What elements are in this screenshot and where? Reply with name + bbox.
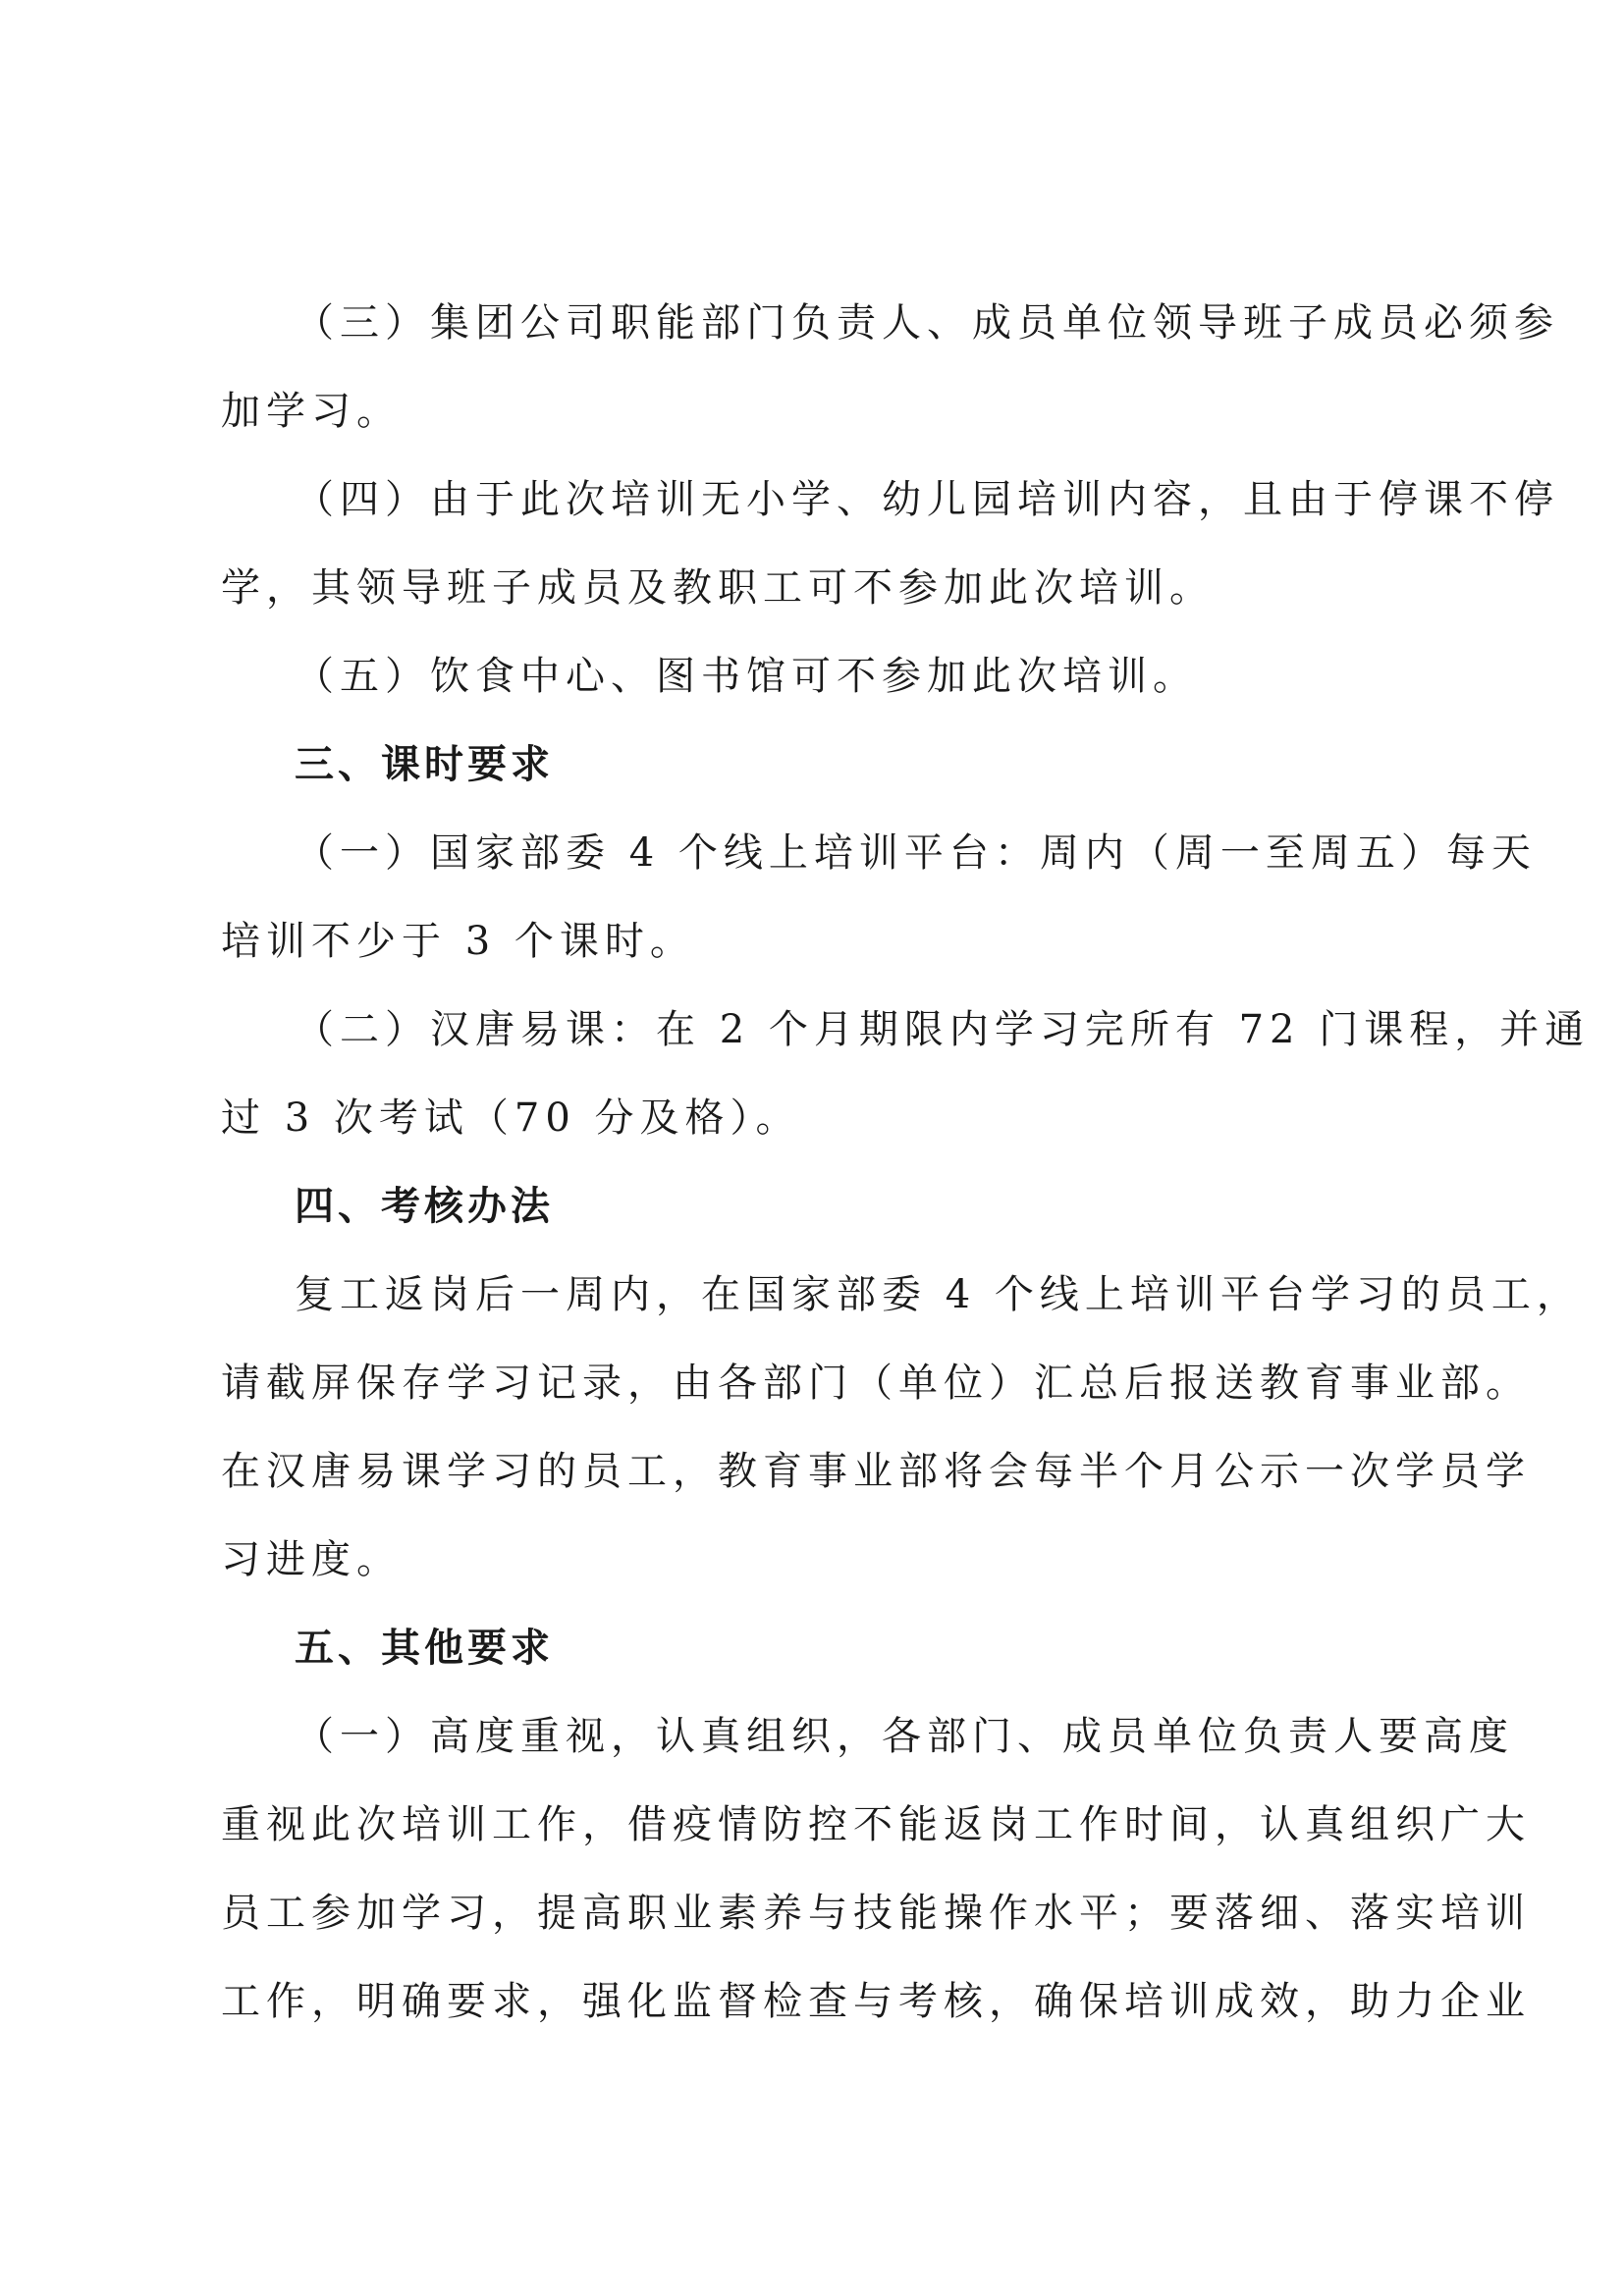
paragraph-line: （二）汉唐易课：在 2 个月期限内学习完所有 72 门课程，并通 [295, 1007, 1591, 1052]
paragraph-line: 工作，明确要求，强化监督检查与考核，确保培训成效，助力企业 [221, 1979, 1531, 2024]
paragraph-line: 请截屏保存学习记录，由各部门（单位）汇总后报送教育事业部。 [221, 1361, 1531, 1406]
paragraph-line: 培训不少于 3 个课时。 [221, 919, 695, 964]
paragraph-line: 加学习。 [221, 389, 402, 434]
paragraph-line: 过 3 次考试（70 分及格）。 [221, 1095, 801, 1141]
paragraph-line: （四）由于此次培训无小学、幼儿园培训内容，且由于停课不停 [295, 477, 1559, 522]
paragraph-line: 重视此次培训工作，借疫情防控不能返岗工作时间，认真组织广大 [221, 1802, 1531, 1847]
paragraph-line: （一）国家部委 4 个线上培训平台：周内（周一至周五）每天 [295, 830, 1537, 876]
paragraph-line: 复工返岗后一周内，在国家部委 4 个线上培训平台学习的员工， [295, 1272, 1582, 1317]
paragraph-line: 习进度。 [221, 1537, 402, 1582]
paragraph-line: （五）饮食中心、图书馆可不参加此次培训。 [295, 654, 1198, 699]
section-heading: 三、课时要求 [295, 742, 554, 787]
section-heading: 四、考核办法 [295, 1184, 554, 1229]
section-heading: 五、其他要求 [295, 1626, 554, 1671]
paragraph-line: （三）集团公司职能部门负责人、成员单位领导班子成员必须参 [295, 300, 1559, 346]
paragraph-line: （一）高度重视，认真组织，各部门、成员单位负责人要高度 [295, 1714, 1514, 1759]
paragraph-line: 在汉唐易课学习的员工，教育事业部将会每半个月公示一次学员学 [221, 1449, 1531, 1494]
paragraph-line: 员工参加学习，提高职业素养与技能操作水平；要落细、落实培训 [221, 1891, 1531, 1936]
paragraph-line: 学，其领导班子成员及教职工可不参加此次培训。 [221, 565, 1215, 611]
